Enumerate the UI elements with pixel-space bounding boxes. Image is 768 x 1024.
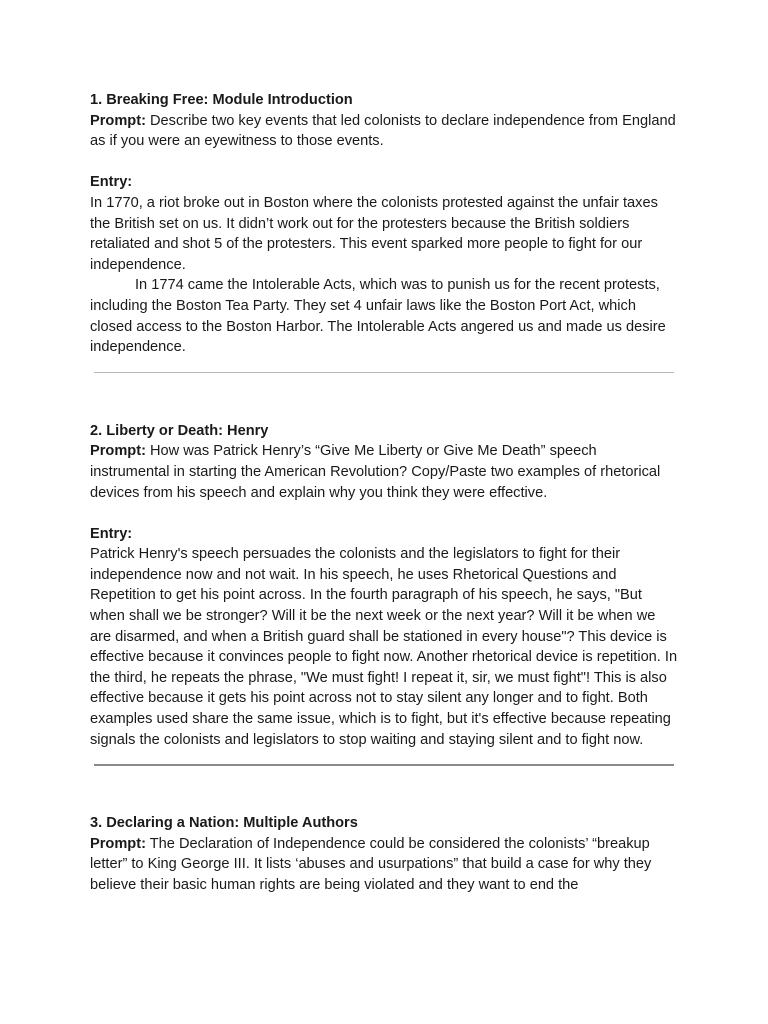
section-2-prompt-label: Prompt: bbox=[90, 443, 146, 460]
section-2-title: 2. Liberty or Death: Henry bbox=[90, 422, 269, 439]
section-1-prompt-label: Prompt: bbox=[90, 112, 146, 129]
section-1-entry-paragraph: In 1774 came the Intolerable Acts, which was to punish us for the recent protests, including the Boston Tea Party. They set 4 unfair laws like the Boston Port Act, which closed access to the Boston Harbor. The Intolerable Acts angered us and made us desire independence. bbox=[90, 277, 666, 356]
journal-section-2 bbox=[90, 421, 680, 751]
section-1-entry-paragraph: In 1770, a riot broke out in Boston where the colonists protested against the unfair taxes the British set on us. It didn’t work out for the protesters because the British soldiers retaliated and shot 5 of the protesters. This event sparked more people to fight for our independence. bbox=[90, 194, 658, 273]
section-1-entry-label: Entry: bbox=[90, 174, 133, 191]
section-1-prompt bbox=[90, 111, 680, 152]
section-1-prompt-text: Describe two key events that led colonists to declare independence from England as if you were an eyewitness to those events. bbox=[90, 112, 676, 150]
section-2-prompt-text: How was Patrick Henry’s “Give Me Liberty or Give Me Death” speech instrumental in starting the American Revolution? Copy/Paste two examples of rhetorical devices from his speech and explain why you think they were effective. bbox=[90, 443, 661, 501]
section-2-entry-paragraph: Patrick Henry's speech persuades the colonists and the legislators to fight for their independence now and not wait. In his speech, he uses Rhetorical Questions and Repetition to get his point across. In the fourth paragraph of his speech, he says, "But when shall we be stronger? Will it be the next week or the next year? Will it be when we are disarmed, and when a British guard shall be stationed in every house"? This device is effective because it convinces people to fight now. Another rhetorical device is repetition. In the third, he repeats the phrase, "We must fight! I repeat it, sir, we must fight"! This is also effective because it gets his point across not to stay silent any longer and to fight. Both examples used share the same issue, which is to fight, but it's effective because repeating signals the colonists and legislators to stop waiting and staying silent and to fight now. bbox=[90, 546, 678, 748]
section-divider bbox=[94, 764, 674, 766]
section-2-entry-label: Entry: bbox=[90, 525, 133, 542]
section-3-prompt bbox=[90, 834, 680, 896]
section-1-title: 1. Breaking Free: Module Introduction bbox=[90, 92, 353, 108]
section-3-prompt-label: Prompt: bbox=[90, 835, 146, 852]
section-3-prompt-text: The Declaration of Independence could be considered the colonists’ “breakup letter” to King George III. It lists ‘abuses and usurpations” that build a case for why they believe their basic human rights are being violated and they want to end the bbox=[90, 835, 652, 893]
section-3-title: 3. Declaring a Nation: Multiple Authors bbox=[90, 815, 358, 832]
journal-section-1 bbox=[90, 90, 680, 358]
journal-section-3 bbox=[90, 813, 680, 895]
section-2-prompt bbox=[90, 441, 680, 503]
section-divider bbox=[94, 372, 674, 373]
document-body bbox=[90, 90, 680, 896]
